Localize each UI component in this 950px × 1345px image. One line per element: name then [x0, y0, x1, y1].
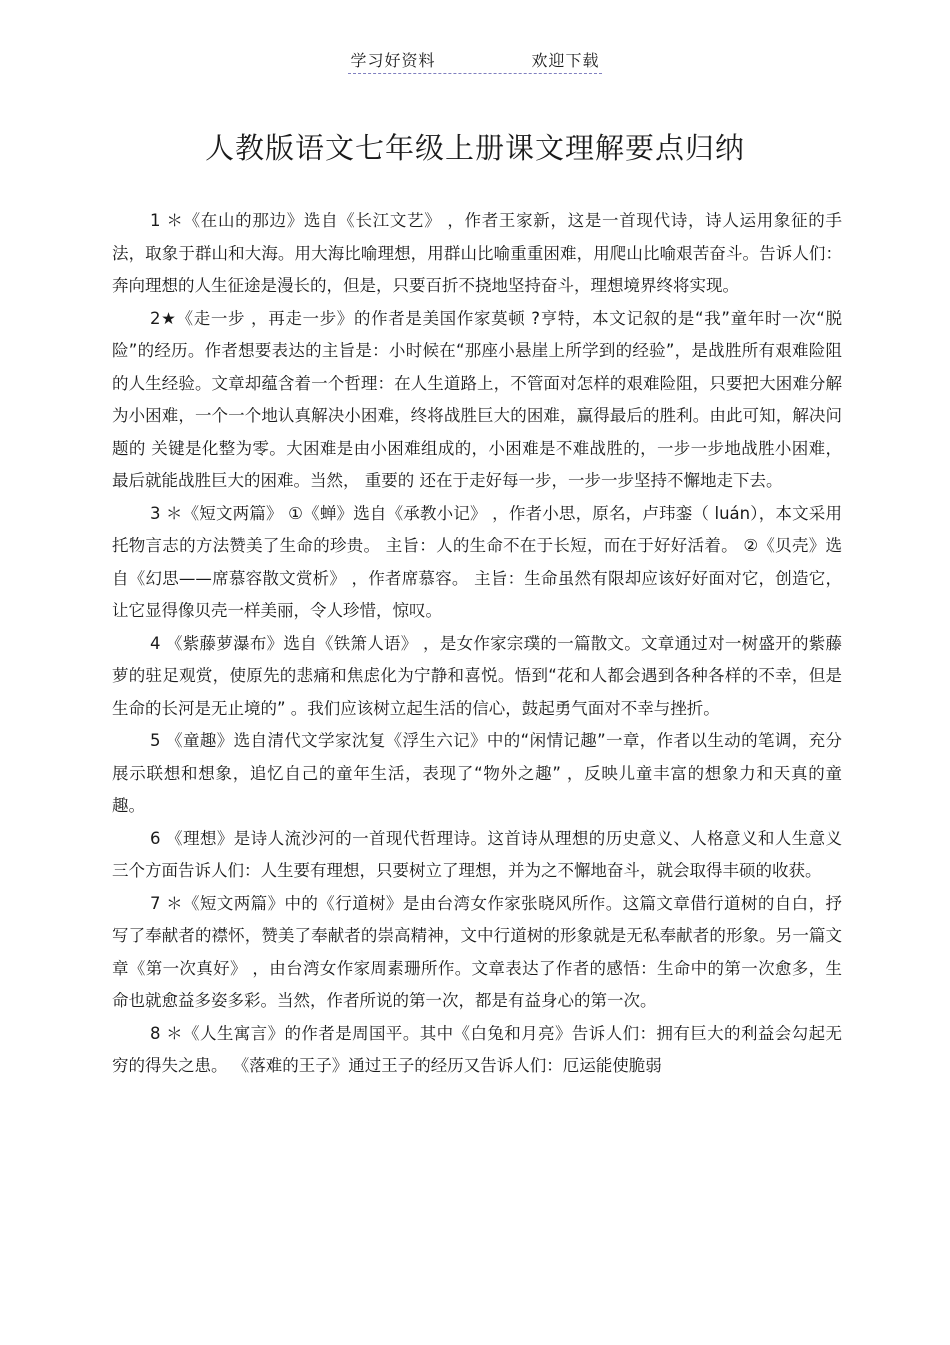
paragraph-6: 6 《理想》是诗人流沙河的一首现代哲理诗。这首诗从理想的历史意义、人格意义和人生意义三个方面告诉人们：人生要有理想，只要树立了理想，并为之不懈地奋斗，就会取得丰硕的收获。: [112, 828, 842, 880]
paragraph-5: 5 《童趣》选自清代文学家沈复《浮生六记》中的“闲情记趣”一章，作者以生动的笔调，充分展示联想和想象，追忆自己的童年生活，表现了“物外之趣” ，反映儿童丰富的想象力和天真的童趣。: [112, 731, 842, 815]
page-header: [0, 48, 950, 74]
paragraph-4: 4 《紫藤萝瀑布》选自《铁箫人语》 ，是女作家宗璞的一篇散文。文章通过对一树盛开的紫藤萝的驻足观赏，使原先的悲痛和焦虑化为宁静和喜悦。悟到“花和人都会遇到各种各样的不幸，但是生命的长河是无止境的” 。我们应该树立起生活的信心，鼓起勇气面对不幸与挫折。: [112, 633, 842, 718]
header-left-text: 学习好资料: [350, 51, 436, 70]
document-body: [112, 205, 842, 1083]
paragraph-7: 7 ＊《短文两篇》中的《行道树》是由台湾女作家张晓风所作。这篇文章借行道树的自白，抒写了奉献者的襟怀，赞美了奉献者的崇高精神，文中行道树的形象就是无私奉献者的形象。另一篇文章《第一次真好》 ，由台湾女作家周素珊所作。文章表达了作者的感悟：生命中的第一次愈多，生命也就愈益多姿多彩。当然，作者所说的第一次，都是有益身心的第一次。: [112, 893, 842, 1010]
document-title: 人教版语文七年级上册课文理解要点归纳: [204, 131, 745, 165]
paragraph-3: 3 ＊《短文两篇》 ①《蝉》选自《承教小记》 ，作者小思，原名，卢玮銮（ luán），本文采用托物言志的方法赞美了生命的珍贵。 主旨：人的生命不在于长短，而在于好好活着。 ②《贝壳》选自《幻思——席慕容散文赏析》 ，作者席慕容。 主旨：生命虽然有限却应该好好面对它，创造它，让它显得像贝壳一样美丽，令人珍惜，惊叹。: [112, 503, 842, 620]
header-right-text: 欢迎下载: [531, 51, 600, 70]
paragraph-2: 2★《走一步 ，再走一步》的作者是美国作家莫顿 ?亨特，本文记叙的是“我”童年时一次“脱险”的经历。作者想要表达的主旨是：小时候在“那座小悬崖上所学到的经验”，是战胜所有艰难险阻的人生经验。文章却蕴含着一个哲理：在人生道路上，不管面对怎样的艰难险阻，只要把大困难分解为小困难，一个一个地认真解决小困难，终将战胜巨大的困难，赢得最后的胜利。由此可知，解决问题的 关键是化整为零。大困难是由小困难组成的，小困难是不难战胜的，一步一步地战胜小困难，最后就能战胜巨大的困难。当然， 重要的 还在于走好每一步，一步一步坚持不懈地走下去。: [112, 308, 842, 490]
paragraph-8: 8 ＊《人生寓言》的作者是周国平。其中《白兔和月亮》告诉人们：拥有巨大的利益会勾起无穷的得失之患。 《落难的王子》通过王子的经历又告诉人们：厄运能使脆弱: [112, 1023, 842, 1075]
paragraph-1: 1 ＊《在山的那边》选自《长江文艺》 ，作者王家新，这是一首现代诗，诗人运用象征的手法，取象于群山和大海。用大海比喻理想，用群山比喻重重困难，用爬山比喻艰苦奋斗。告诉人们：奔向理想的人生征途是漫长的，但是，只要百折不挠地坚持奋斗，理想境界终将实现。: [112, 211, 842, 295]
header-underline: [348, 48, 601, 74]
